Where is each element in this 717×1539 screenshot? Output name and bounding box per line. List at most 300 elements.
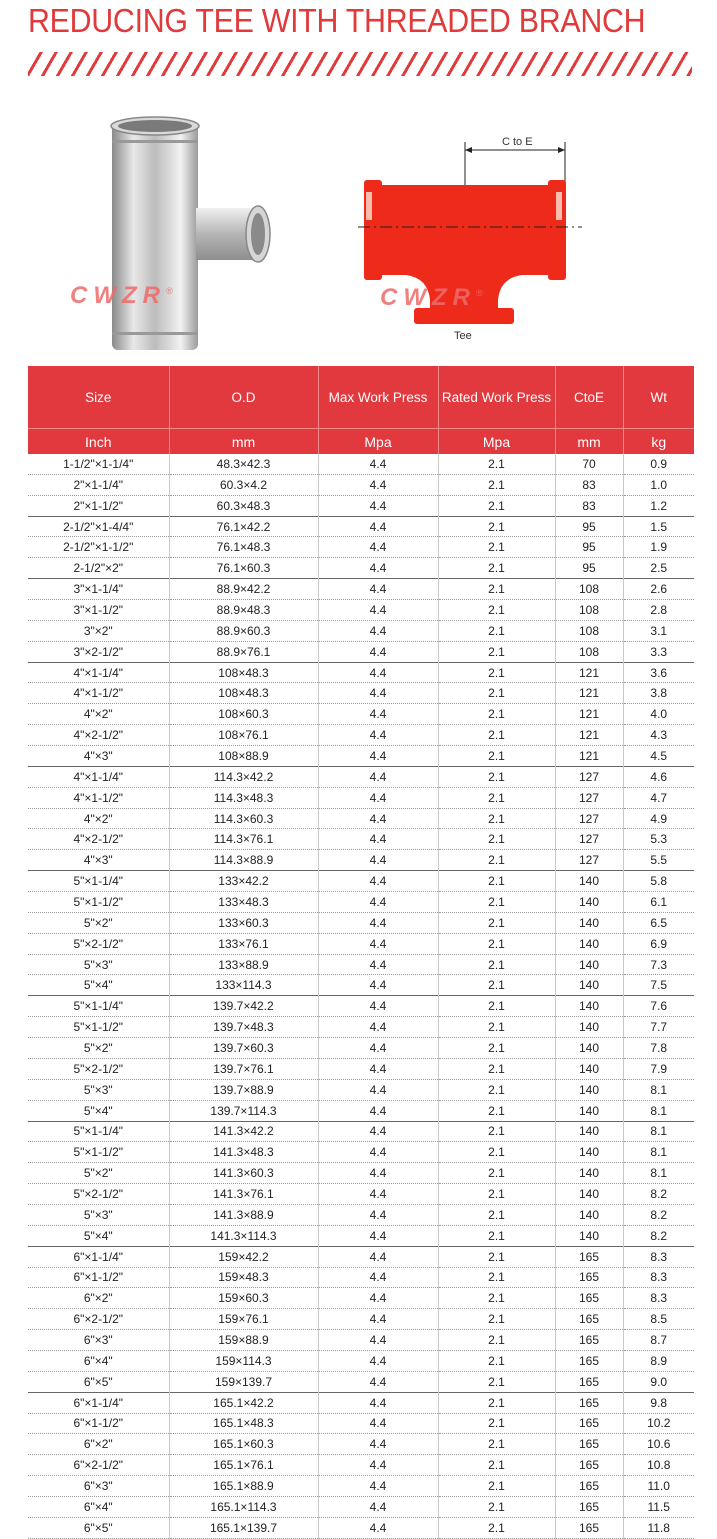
rated-work-press-cell: 2.1 (438, 579, 555, 600)
rated-work-press-cell: 2.1 (438, 1371, 555, 1392)
wt-cell: 9.0 (623, 1371, 694, 1392)
table-row (28, 912, 694, 933)
ctoe-cell: 140 (555, 1079, 623, 1100)
wt-cell: 8.1 (623, 1142, 694, 1163)
spec-table (28, 366, 694, 1539)
size-cell: 5"×2-1/2" (28, 1184, 169, 1205)
wt-cell: 5.5 (623, 850, 694, 871)
table-row (28, 1434, 694, 1455)
size-cell: 5"×1-1/2" (28, 1142, 169, 1163)
table-row (28, 766, 694, 787)
size-cell: 4"×3" (28, 850, 169, 871)
ctoe-cell: 140 (555, 1100, 623, 1121)
ctoe-cell: 165 (555, 1267, 623, 1288)
wt-cell: 8.1 (623, 1079, 694, 1100)
size-cell: 4"×1-1/4" (28, 662, 169, 683)
size-cell: 2-1/2"×1-1/2" (28, 537, 169, 558)
ctoe-cell: 121 (555, 683, 623, 704)
wt-cell: 4.7 (623, 787, 694, 808)
rated-work-press-cell: 2.1 (438, 1121, 555, 1142)
table-row (28, 683, 694, 704)
ctoe-cell: 95 (555, 558, 623, 579)
unit-wt: kg (623, 429, 694, 455)
ctoe-cell: 165 (555, 1517, 623, 1538)
rated-work-press-cell: 2.1 (438, 892, 555, 913)
header-rated-work-press: Rated Work Press (438, 366, 555, 429)
size-cell: 5"×4" (28, 975, 169, 996)
max-work-press-cell: 4.4 (318, 933, 438, 954)
rated-work-press-cell: 2.1 (438, 1350, 555, 1371)
size-cell: 3"×2" (28, 620, 169, 641)
table-row (28, 725, 694, 746)
header-od: O.D (169, 366, 318, 429)
ctoe-cell: 165 (555, 1350, 623, 1371)
ctoe-cell: 140 (555, 871, 623, 892)
tee-photo-illustration (100, 110, 290, 360)
max-work-press-cell: 4.4 (318, 1121, 438, 1142)
table-row (28, 933, 694, 954)
table-row (28, 1413, 694, 1434)
c-to-e-label: C to E (502, 136, 533, 148)
wt-cell: 2.5 (623, 558, 694, 579)
wt-cell: 6.9 (623, 933, 694, 954)
od-cell: 139.7×42.2 (169, 996, 318, 1017)
ctoe-cell: 140 (555, 1163, 623, 1184)
table-row (28, 1309, 694, 1330)
size-cell: 6"×4" (28, 1496, 169, 1517)
od-cell: 159×114.3 (169, 1350, 318, 1371)
rated-work-press-cell: 2.1 (438, 850, 555, 871)
ctoe-cell: 165 (555, 1496, 623, 1517)
od-cell: 139.7×88.9 (169, 1079, 318, 1100)
table-row (28, 1121, 694, 1142)
rated-work-press-cell: 2.1 (438, 454, 555, 474)
max-work-press-cell: 4.4 (318, 850, 438, 871)
od-cell: 165.1×76.1 (169, 1455, 318, 1476)
wt-cell: 3.1 (623, 620, 694, 641)
od-cell: 165.1×48.3 (169, 1413, 318, 1434)
table-row (28, 1392, 694, 1413)
max-work-press-cell: 4.4 (318, 1017, 438, 1038)
table-row (28, 1184, 694, 1205)
table-row (28, 1038, 694, 1059)
od-cell: 108×48.3 (169, 662, 318, 683)
wt-cell: 11.0 (623, 1476, 694, 1497)
max-work-press-cell: 4.4 (318, 1496, 438, 1517)
od-cell: 133×48.3 (169, 892, 318, 913)
table-row (28, 1204, 694, 1225)
rated-work-press-cell: 2.1 (438, 620, 555, 641)
wt-cell: 4.6 (623, 766, 694, 787)
table-row (28, 1476, 694, 1497)
od-cell: 108×88.9 (169, 746, 318, 767)
rated-work-press-cell: 2.1 (438, 495, 555, 516)
rated-work-press-cell: 2.1 (438, 474, 555, 495)
max-work-press-cell: 4.4 (318, 1392, 438, 1413)
wt-cell: 3.3 (623, 641, 694, 662)
rated-work-press-cell: 2.1 (438, 641, 555, 662)
rated-work-press-cell: 2.1 (438, 1038, 555, 1059)
page-title: REDUCING TEE WITH THREADED BRANCH (28, 2, 646, 39)
table-row (28, 1058, 694, 1079)
od-cell: 88.9×42.2 (169, 579, 318, 600)
od-cell: 141.3×42.2 (169, 1121, 318, 1142)
size-cell: 3"×1-1/2" (28, 600, 169, 621)
table-row (28, 641, 694, 662)
rated-work-press-cell: 2.1 (438, 871, 555, 892)
rated-work-press-cell: 2.1 (438, 766, 555, 787)
table-row (28, 1371, 694, 1392)
rated-work-press-cell: 2.1 (438, 1246, 555, 1267)
size-cell: 5"×2" (28, 912, 169, 933)
od-cell: 76.1×48.3 (169, 537, 318, 558)
size-cell: 5"×3" (28, 1079, 169, 1100)
brand-watermark-diagram: CWZR® (380, 284, 483, 311)
ctoe-cell: 83 (555, 495, 623, 516)
wt-cell: 7.3 (623, 954, 694, 975)
header-size: Size (28, 366, 169, 429)
wt-cell: 7.9 (623, 1058, 694, 1079)
ctoe-cell: 165 (555, 1309, 623, 1330)
table-row (28, 1017, 694, 1038)
wt-cell: 7.6 (623, 996, 694, 1017)
ctoe-cell: 140 (555, 1017, 623, 1038)
max-work-press-cell: 4.4 (318, 1079, 438, 1100)
size-cell: 6"×3" (28, 1476, 169, 1497)
table-row (28, 746, 694, 767)
size-cell: 4"×2-1/2" (28, 829, 169, 850)
max-work-press-cell: 4.4 (318, 766, 438, 787)
wt-cell: 8.3 (623, 1246, 694, 1267)
wt-cell: 2.8 (623, 600, 694, 621)
rated-work-press-cell: 2.1 (438, 1309, 555, 1330)
od-cell: 114.3×88.9 (169, 850, 318, 871)
max-work-press-cell: 4.4 (318, 746, 438, 767)
size-cell: 5"×2-1/2" (28, 933, 169, 954)
size-cell: 5"×1-1/4" (28, 1121, 169, 1142)
table-row (28, 516, 694, 537)
od-cell: 60.3×48.3 (169, 495, 318, 516)
rated-work-press-cell: 2.1 (438, 683, 555, 704)
ctoe-cell: 95 (555, 537, 623, 558)
max-work-press-cell: 4.4 (318, 1204, 438, 1225)
max-work-press-cell: 4.4 (318, 725, 438, 746)
od-cell: 88.9×76.1 (169, 641, 318, 662)
wt-cell: 5.8 (623, 871, 694, 892)
wt-cell: 6.1 (623, 892, 694, 913)
rated-work-press-cell: 2.1 (438, 933, 555, 954)
od-cell: 139.7×76.1 (169, 1058, 318, 1079)
wt-cell: 10.6 (623, 1434, 694, 1455)
wt-cell: 8.2 (623, 1184, 694, 1205)
ctoe-cell: 140 (555, 954, 623, 975)
ctoe-cell: 140 (555, 912, 623, 933)
max-work-press-cell: 4.4 (318, 600, 438, 621)
wt-cell: 8.3 (623, 1267, 694, 1288)
max-work-press-cell: 4.4 (318, 474, 438, 495)
max-work-press-cell: 4.4 (318, 1058, 438, 1079)
rated-work-press-cell: 2.1 (438, 787, 555, 808)
od-cell: 108×76.1 (169, 725, 318, 746)
ctoe-cell: 108 (555, 620, 623, 641)
wt-cell: 3.8 (623, 683, 694, 704)
size-cell: 5"×1-1/2" (28, 892, 169, 913)
max-work-press-cell: 4.4 (318, 1246, 438, 1267)
table-row (28, 1079, 694, 1100)
ctoe-cell: 165 (555, 1455, 623, 1476)
ctoe-cell: 140 (555, 1184, 623, 1205)
ctoe-cell: 140 (555, 892, 623, 913)
tee-diagram (350, 130, 590, 350)
ctoe-cell: 127 (555, 829, 623, 850)
ctoe-cell: 95 (555, 516, 623, 537)
size-cell: 6"×3" (28, 1330, 169, 1351)
size-cell: 3"×2-1/2" (28, 641, 169, 662)
od-cell: 159×76.1 (169, 1309, 318, 1330)
wt-cell: 1.9 (623, 537, 694, 558)
rated-work-press-cell: 2.1 (438, 1142, 555, 1163)
size-cell: 6"×2" (28, 1434, 169, 1455)
od-cell: 88.9×48.3 (169, 600, 318, 621)
size-cell: 5"×1-1/2" (28, 1017, 169, 1038)
rated-work-press-cell: 2.1 (438, 1496, 555, 1517)
ctoe-cell: 127 (555, 787, 623, 808)
size-cell: 3"×1-1/4" (28, 579, 169, 600)
od-cell: 141.3×76.1 (169, 1184, 318, 1205)
wt-cell: 2.6 (623, 579, 694, 600)
od-cell: 141.3×48.3 (169, 1142, 318, 1163)
max-work-press-cell: 4.4 (318, 1371, 438, 1392)
wt-cell: 8.7 (623, 1330, 694, 1351)
od-cell: 165.1×88.9 (169, 1476, 318, 1497)
header-max-work-press: Max Work Press (318, 366, 438, 429)
rated-work-press-cell: 2.1 (438, 912, 555, 933)
ctoe-cell: 127 (555, 808, 623, 829)
od-cell: 159×88.9 (169, 1330, 318, 1351)
size-cell: 6"×1-1/2" (28, 1413, 169, 1434)
wt-cell: 8.2 (623, 1225, 694, 1246)
size-cell: 4"×2" (28, 808, 169, 829)
od-cell: 165.1×60.3 (169, 1434, 318, 1455)
table-row (28, 1455, 694, 1476)
od-cell: 165.1×139.7 (169, 1517, 318, 1538)
od-cell: 114.3×42.2 (169, 766, 318, 787)
table-row (28, 454, 694, 474)
size-cell: 2-1/2"×1-4/4" (28, 516, 169, 537)
od-cell: 114.3×76.1 (169, 829, 318, 850)
size-cell: 6"×4" (28, 1350, 169, 1371)
od-cell: 165.1×114.3 (169, 1496, 318, 1517)
max-work-press-cell: 4.4 (318, 641, 438, 662)
ctoe-cell: 140 (555, 996, 623, 1017)
table-row (28, 954, 694, 975)
od-cell: 114.3×48.3 (169, 787, 318, 808)
od-cell: 108×60.3 (169, 704, 318, 725)
rated-work-press-cell: 2.1 (438, 746, 555, 767)
max-work-press-cell: 4.4 (318, 1309, 438, 1330)
wt-cell: 8.5 (623, 1309, 694, 1330)
ctoe-cell: 108 (555, 579, 623, 600)
wt-cell: 8.1 (623, 1100, 694, 1121)
rated-work-press-cell: 2.1 (438, 1392, 555, 1413)
max-work-press-cell: 4.4 (318, 558, 438, 579)
ctoe-cell: 108 (555, 600, 623, 621)
od-cell: 114.3×60.3 (169, 808, 318, 829)
wt-cell: 10.2 (623, 1413, 694, 1434)
table-row (28, 1142, 694, 1163)
max-work-press-cell: 4.4 (318, 454, 438, 474)
wt-cell: 11.8 (623, 1517, 694, 1538)
rated-work-press-cell: 2.1 (438, 1476, 555, 1497)
ctoe-cell: 140 (555, 1142, 623, 1163)
size-cell: 6"×2-1/2" (28, 1309, 169, 1330)
max-work-press-cell: 4.4 (318, 537, 438, 558)
size-cell: 6"×5" (28, 1517, 169, 1538)
max-work-press-cell: 4.4 (318, 1038, 438, 1059)
unit-ctoe: mm (555, 429, 623, 455)
rated-work-press-cell: 2.1 (438, 1163, 555, 1184)
table-row (28, 537, 694, 558)
max-work-press-cell: 4.4 (318, 1100, 438, 1121)
size-cell: 5"×4" (28, 1225, 169, 1246)
max-work-press-cell: 4.4 (318, 516, 438, 537)
rated-work-press-cell: 2.1 (438, 725, 555, 746)
wt-cell: 1.2 (623, 495, 694, 516)
max-work-press-cell: 4.4 (318, 662, 438, 683)
ctoe-cell: 165 (555, 1392, 623, 1413)
size-cell: 6"×1-1/4" (28, 1246, 169, 1267)
table-row (28, 1496, 694, 1517)
max-work-press-cell: 4.4 (318, 495, 438, 516)
rated-work-press-cell: 2.1 (438, 516, 555, 537)
size-cell: 5"×2" (28, 1038, 169, 1059)
max-work-press-cell: 4.4 (318, 1517, 438, 1538)
rated-work-press-cell: 2.1 (438, 558, 555, 579)
unit-max-work-press: Mpa (318, 429, 438, 455)
wt-cell: 7.8 (623, 1038, 694, 1059)
od-cell: 159×139.7 (169, 1371, 318, 1392)
wt-cell: 10.8 (623, 1455, 694, 1476)
tee-diagram-drawing (350, 130, 590, 350)
wt-cell: 8.3 (623, 1288, 694, 1309)
ctoe-cell: 83 (555, 474, 623, 495)
unit-row (28, 429, 694, 455)
wt-cell: 1.0 (623, 474, 694, 495)
rated-work-press-cell: 2.1 (438, 1288, 555, 1309)
tee-label: Tee (454, 330, 472, 342)
od-cell: 60.3×4.2 (169, 474, 318, 495)
table-row (28, 600, 694, 621)
size-cell: 5"×4" (28, 1100, 169, 1121)
size-cell: 2-1/2"×2" (28, 558, 169, 579)
wt-cell: 7.7 (623, 1017, 694, 1038)
ctoe-cell: 165 (555, 1371, 623, 1392)
wt-cell: 7.5 (623, 975, 694, 996)
size-cell: 6"×1-1/2" (28, 1267, 169, 1288)
max-work-press-cell: 4.4 (318, 1434, 438, 1455)
ctoe-cell: 121 (555, 725, 623, 746)
ctoe-cell: 165 (555, 1413, 623, 1434)
table-row (28, 558, 694, 579)
rated-work-press-cell: 2.1 (438, 996, 555, 1017)
wt-cell: 9.8 (623, 1392, 694, 1413)
rated-work-press-cell: 2.1 (438, 1434, 555, 1455)
wt-cell: 3.6 (623, 662, 694, 683)
size-cell: 6"×2-1/2" (28, 1455, 169, 1476)
table-row (28, 1163, 694, 1184)
ctoe-cell: 140 (555, 1058, 623, 1079)
od-cell: 108×48.3 (169, 683, 318, 704)
rated-work-press-cell: 2.1 (438, 1330, 555, 1351)
od-cell: 139.7×60.3 (169, 1038, 318, 1059)
unit-size: Inch (28, 429, 169, 455)
size-cell: 5"×1-1/4" (28, 996, 169, 1017)
unit-od: mm (169, 429, 318, 455)
table-row (28, 1517, 694, 1538)
rated-work-press-cell: 2.1 (438, 829, 555, 850)
od-cell: 76.1×60.3 (169, 558, 318, 579)
size-cell: 5"×2-1/2" (28, 1058, 169, 1079)
header-ctoe: CtoE (555, 366, 623, 429)
rated-work-press-cell: 2.1 (438, 662, 555, 683)
wt-cell: 4.9 (623, 808, 694, 829)
ctoe-cell: 165 (555, 1246, 623, 1267)
size-cell: 6"×2" (28, 1288, 169, 1309)
ctoe-cell: 140 (555, 1038, 623, 1059)
wt-cell: 6.5 (623, 912, 694, 933)
table-row (28, 704, 694, 725)
max-work-press-cell: 4.4 (318, 871, 438, 892)
ctoe-cell: 127 (555, 850, 623, 871)
table-row (28, 1100, 694, 1121)
od-cell: 139.7×48.3 (169, 1017, 318, 1038)
wt-cell: 4.0 (623, 704, 694, 725)
table-row (28, 495, 694, 516)
table-row (28, 871, 694, 892)
max-work-press-cell: 4.4 (318, 579, 438, 600)
max-work-press-cell: 4.4 (318, 1184, 438, 1205)
od-cell: 159×48.3 (169, 1267, 318, 1288)
max-work-press-cell: 4.4 (318, 808, 438, 829)
ctoe-cell: 165 (555, 1434, 623, 1455)
ctoe-cell: 140 (555, 933, 623, 954)
rated-work-press-cell: 2.1 (438, 1204, 555, 1225)
size-cell: 4"×1-1/2" (28, 787, 169, 808)
size-cell: 1-1/2"×1-1/4" (28, 454, 169, 474)
ctoe-cell: 121 (555, 746, 623, 767)
wt-cell: 8.2 (623, 1204, 694, 1225)
size-cell: 4"×3" (28, 746, 169, 767)
rated-work-press-cell: 2.1 (438, 1267, 555, 1288)
ctoe-cell: 140 (555, 1204, 623, 1225)
max-work-press-cell: 4.4 (318, 620, 438, 641)
rated-work-press-cell: 2.1 (438, 1413, 555, 1434)
table-row (28, 808, 694, 829)
rated-work-press-cell: 2.1 (438, 600, 555, 621)
rated-work-press-cell: 2.1 (438, 808, 555, 829)
od-cell: 159×42.2 (169, 1246, 318, 1267)
wt-cell: 8.1 (623, 1121, 694, 1142)
size-cell: 5"×2" (28, 1163, 169, 1184)
od-cell: 133×114.3 (169, 975, 318, 996)
table-row (28, 1267, 694, 1288)
od-cell: 48.3×42.3 (169, 454, 318, 474)
table-row (28, 975, 694, 996)
od-cell: 141.3×60.3 (169, 1163, 318, 1184)
max-work-press-cell: 4.4 (318, 1476, 438, 1497)
table-row (28, 1246, 694, 1267)
brand-watermark-photo: CWZR® (70, 282, 173, 309)
